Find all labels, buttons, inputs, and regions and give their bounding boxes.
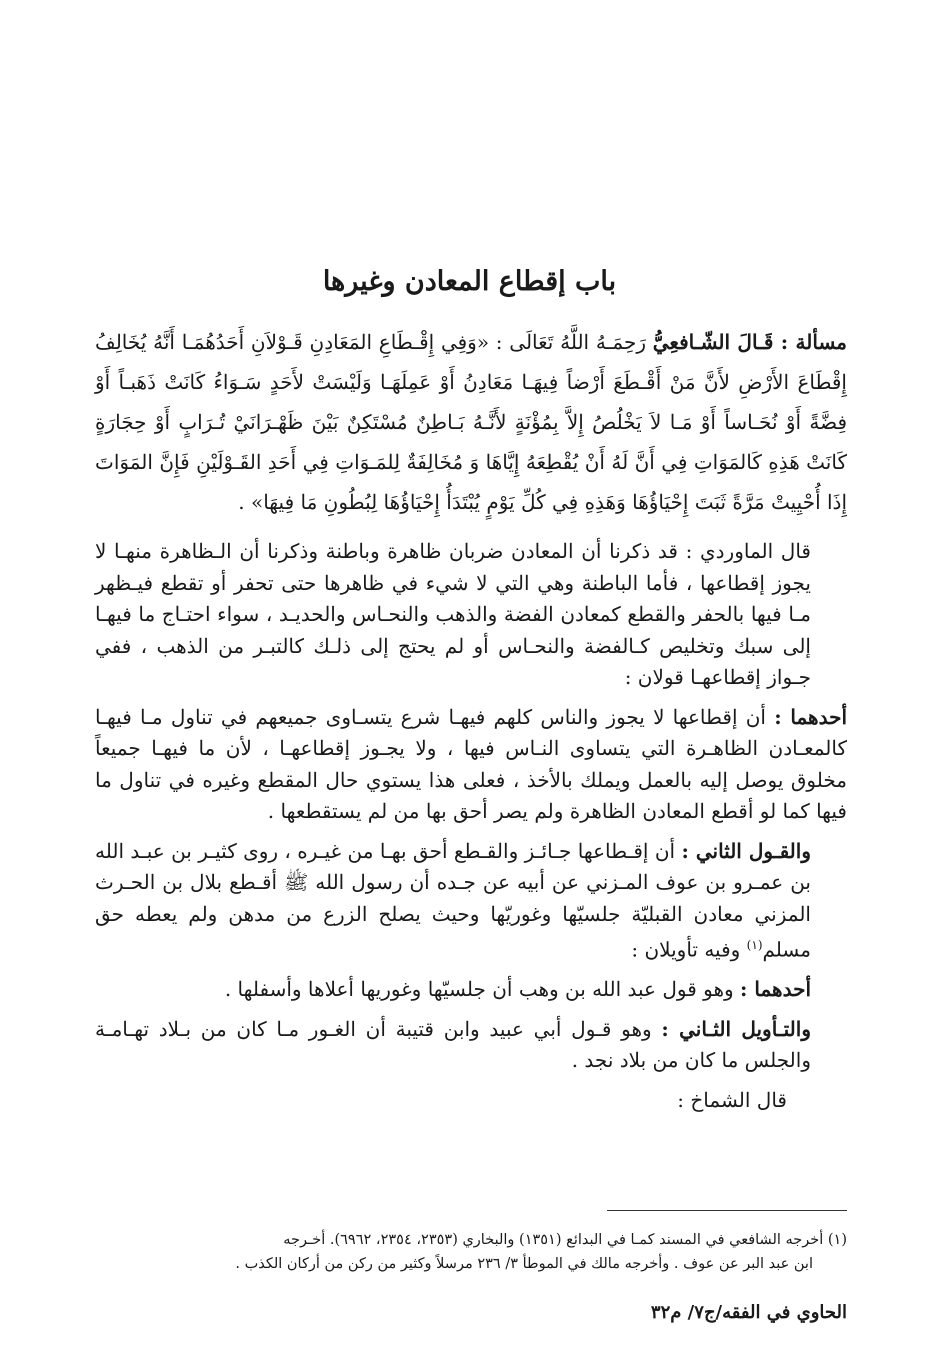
first-opinion-paragraph bbox=[95, 702, 847, 828]
first-interpretation-text: وهو قول عبد الله بن وهب أن جلسيّها وغوريها أعلاها وأسفلها . bbox=[224, 977, 734, 1002]
first-opinion-text: أن إقطاعها لا يجوز والناس كلهم فيهـا شرع يتسـاوى جميعهم في تناول مـا فيهـا كالمعـادن الظاهـرة التي يتساوى النـاس فيها ، ولا يجـوز إقطاعهـا ، لأن ما فيهـا جميعاً مخلوق يوصل إليه بالعمل ويملك بالأخذ ، فعلى هذا يستوي حال المقطع وغيره في تناول ما فيها كما لو أقطع المعادن الظاهرة ولم يصر أحق بها من لم يستقطعها . bbox=[95, 704, 847, 823]
second-opinion-tail: وفيه تأويلان : bbox=[631, 937, 747, 962]
footnote-divider bbox=[607, 1210, 847, 1211]
masala-paragraph bbox=[95, 322, 847, 522]
footnotes bbox=[95, 1228, 847, 1276]
first-interpretation-paragraph bbox=[95, 974, 847, 1006]
main-text bbox=[95, 322, 847, 1124]
second-opinion-text: أن إقـطاعها جـائـز والقـطع أحق بهـا من غيـره ، روى كثيـر بن عبـد الله بن عمـرو بن عوف المـزني عن أبيه عن جـده أن رسول الله ﷺ أقـطع بلال بن الحـرث المزني معادن القبليّة جلسيّها وغوريّها وحيث يصلح الزرع من مدهن ولم يعطه حق مسلم bbox=[95, 838, 811, 962]
shammakh-line: قال الشماخ : bbox=[677, 1087, 787, 1112]
second-opinion-paragraph bbox=[95, 836, 847, 967]
chapter-title: باب إقطاع المعادن وغيرها bbox=[322, 266, 617, 298]
footnote-line-2: ابن عبد البر عن عوف . وأخرجه مالك في الموطأ ٣/ ٢٣٦ مرسلاً وكثير من ركن من أركان الكذب . bbox=[235, 1256, 813, 1272]
second-interpretation-paragraph bbox=[95, 1014, 847, 1077]
mawardi-paragraph: قال الماوردي : قد ذكرنا أن المعادن ضربان ظاهرة وباطنة وذكرنا أن الـظاهرة منهـا لا يجوز إقطاعها ، فأما الباطنة وهي التي لا شيء في ظاهرها حتى تحفر أو تقطع فيـظهر مـا فيها بالحفر والقطع كمعادن الفضة والذهب والنحـاس والحديـد ، سواء احتـاج ما فيهـا إلى سبك وتخليص كـالفضة والنحـاس أو لم يحتج إلى ذلـك كالتبـر من الذهب ، ففي جـواز إقطاعهـا قولان : bbox=[95, 539, 811, 689]
second-opinion-lead: والقـول الثاني : bbox=[681, 838, 811, 863]
footnote-line-1: (١) أخرجه الشافعي في المسند كمـا في البدائع (١٣٥١) والبخاري (٢٣٥٣، ٢٣٥٤، ٦٩٦٢). أخـرجه bbox=[283, 1232, 847, 1248]
masala-lead: مسألة : قَـالَ الشّـافعِيُّ bbox=[652, 330, 848, 354]
masala-text: رَحِمَـهُ اللَّهُ تَعَالَى : «وَفِي إِقْـطَاعِ المَعَادِنِ قَـوْلاَنِ أَحَدُهُمَـا أَنَّهُ يُخَالِفُ إِقْطَاعَ الأَرْضِ لأَنَّ مَنْ أَقْـطَعَ أَرْضاً فِيهَـا مَعَادِنُ أَوْ عَمِلَهَـا وَلَيْسَتْ لأَحَدٍ سَـوَاءُ كَانَتْ ذَهَبـاً أَوْ فِضَّةً أَوْ نُحَـاساً أَوْ مَـا لاَ يَخْلُصُ إِلاَّ بِمُؤْنَةٍ لأَنَّـهُ بَـاطِنٌ مُسْتَكِنٌ بَيْنَ ظَهْـرَانَيْ تُـرَابٍ أَوْ حِجَارَةٍ كَانَتْ هَذِهِ كَالمَوَاتِ فِي أَنَّ لَهُ أَنْ يُقْطِعَهُ إِيَّاهَا وَ مُخَالِفَةٌ لِلمَـوَاتِ فِي أَحَدِ القَـوْلَيْنِ فَإِنَّ المَوَاتَ إِذَا أُحْيِيتْ مَرَّةً ثَبَتَ إِحْيَاؤُهَا وَهَذِهِ فِي كُلِّ يَوْمٍ يُبْتَدَأُ إِحْيَاؤُهَا لِبُطُونِ مَا فِيهَا» . bbox=[95, 330, 847, 514]
first-interpretation-lead: أحدهما : bbox=[740, 977, 811, 1002]
footnote-marker: (١) bbox=[746, 938, 763, 952]
page-footer-label: الحاوي في الفقه/ج٧/ م٣٢ bbox=[650, 1302, 847, 1323]
first-opinion-lead: أحدهما : bbox=[774, 704, 847, 729]
second-interpretation-lead: والتـأويل الثـاني : bbox=[661, 1016, 811, 1041]
second-interpretation-text: وهو قـول أبي عبيد وابن قتيبة أن الغـور مـا كان من بـلاد تهـامـة والجلس ما كان من بلاد نجد . bbox=[95, 1016, 811, 1073]
